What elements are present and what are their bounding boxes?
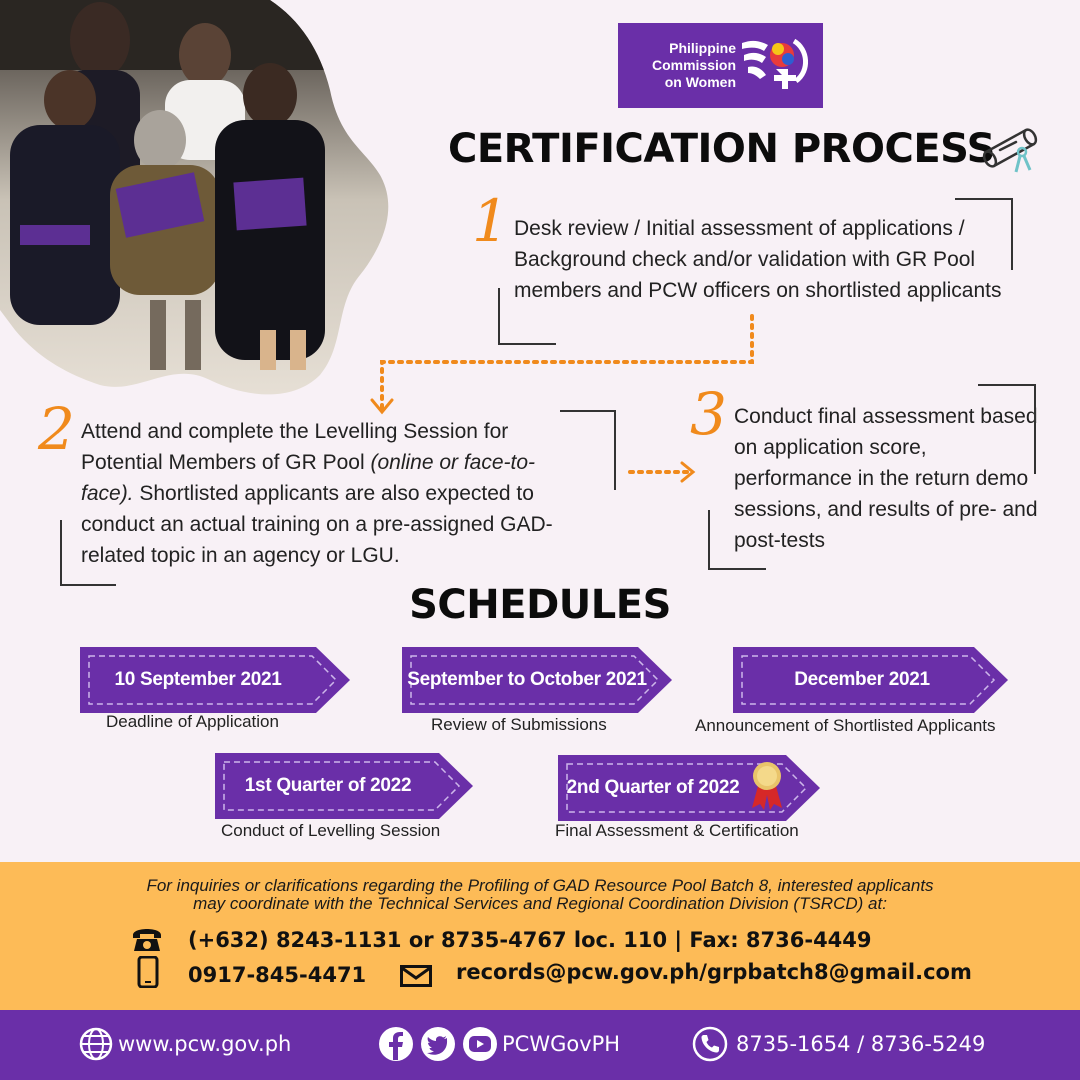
logo-line-1: Philippine bbox=[669, 40, 736, 56]
schedule-tag bbox=[215, 753, 473, 819]
social-handle[interactable]: PCWGovPH bbox=[502, 1032, 621, 1056]
logo-line-2: Commission bbox=[651, 57, 736, 73]
telephone-icon bbox=[131, 925, 163, 953]
hotline-numbers: 8735-1654 / 8736-5249 bbox=[736, 1032, 986, 1056]
inquiry-line-1: For inquiries or clarifications regarding the Profiling of GAD Resource Pool Batch 8, interested applicants bbox=[146, 876, 934, 895]
logo-line-3: on Women bbox=[664, 74, 736, 90]
pcw-emblem-icon bbox=[738, 31, 813, 101]
step-2-number: 2 bbox=[38, 395, 75, 463]
step-1-text: Desk review / Initial assessment of applications / Background check and/or validation with GR Pool members and PCW officers on shortlisted applicants bbox=[514, 217, 1002, 302]
inquiry-text bbox=[40, 877, 1040, 913]
bracket-decoration bbox=[708, 510, 766, 570]
youtube-icon[interactable] bbox=[462, 1026, 498, 1062]
award-medal-icon bbox=[748, 758, 786, 812]
step-1-number: 1 bbox=[472, 187, 509, 255]
schedule-date: December 2021 bbox=[794, 669, 930, 690]
inquiry-line-2: may coordinate with the Technical Services and Regional Coordination Division (TSRCD) at: bbox=[193, 894, 887, 913]
phone-numbers: (+632) 8243-1131 or 8735-4767 loc. 110 | Fax: 8736-4449 bbox=[188, 928, 872, 952]
page-title: CERTIFICATION PROCESS bbox=[448, 126, 995, 172]
step-2-text-main: Attend and complete the Levelling Session for Potential Members of GR Pool bbox=[81, 420, 509, 474]
schedule-caption: Announcement of Shortlisted Applicants bbox=[695, 716, 996, 735]
email-address[interactable]: records@pcw.gov.ph/grpbatch8@gmail.com bbox=[456, 960, 972, 984]
pcw-logo bbox=[618, 23, 823, 108]
mobile-number: 0917-845-4471 bbox=[188, 963, 367, 987]
dotted-arrow bbox=[626, 460, 698, 484]
schedule-caption: Deadline of Application bbox=[106, 712, 279, 731]
schedule-date: 10 September 2021 bbox=[114, 669, 282, 690]
envelope-icon bbox=[400, 965, 432, 987]
schedule-date: 2nd Quarter of 2022 bbox=[566, 777, 740, 798]
step-2-text-italic: (online or face-to-face). bbox=[81, 451, 536, 505]
website-link[interactable]: www.pcw.gov.ph bbox=[118, 1032, 292, 1056]
phone-call-icon bbox=[692, 1026, 728, 1062]
bracket-decoration bbox=[955, 198, 1013, 270]
schedule-tag bbox=[402, 647, 672, 713]
bracket-decoration bbox=[60, 520, 116, 586]
step-2-text-rest: Shortlisted applicants are also expected to conduct an actual training on a pre-assigned GAD-related topic in an agency or LGU. bbox=[81, 482, 553, 567]
schedule-caption: Review of Submissions bbox=[431, 715, 607, 734]
schedule-date: 1st Quarter of 2022 bbox=[244, 775, 412, 796]
bracket-decoration bbox=[978, 384, 1036, 474]
schedule-caption: Conduct of Levelling Session bbox=[221, 821, 441, 840]
step-2-text bbox=[81, 416, 581, 571]
bracket-decoration bbox=[560, 410, 616, 490]
schedule-tag bbox=[733, 647, 1008, 713]
schedule-tag bbox=[80, 647, 350, 713]
schedule-caption: Final Assessment & Certification bbox=[555, 821, 799, 840]
facebook-icon[interactable] bbox=[378, 1026, 414, 1062]
schedule-date: September to October 2021 bbox=[407, 669, 647, 690]
mobile-phone-icon bbox=[137, 956, 159, 988]
schedules-title: SCHEDULES bbox=[409, 582, 671, 628]
diploma-icon bbox=[980, 120, 1046, 175]
step-3-number: 3 bbox=[690, 380, 727, 448]
logo-text bbox=[636, 40, 736, 91]
globe-icon bbox=[78, 1026, 114, 1062]
group-photo bbox=[0, 0, 420, 400]
twitter-icon[interactable] bbox=[420, 1026, 456, 1062]
step-3-text: Conduct final assessment based on application score, performance in the return demo sessions, and results of pre- and post-tests bbox=[734, 405, 1038, 552]
